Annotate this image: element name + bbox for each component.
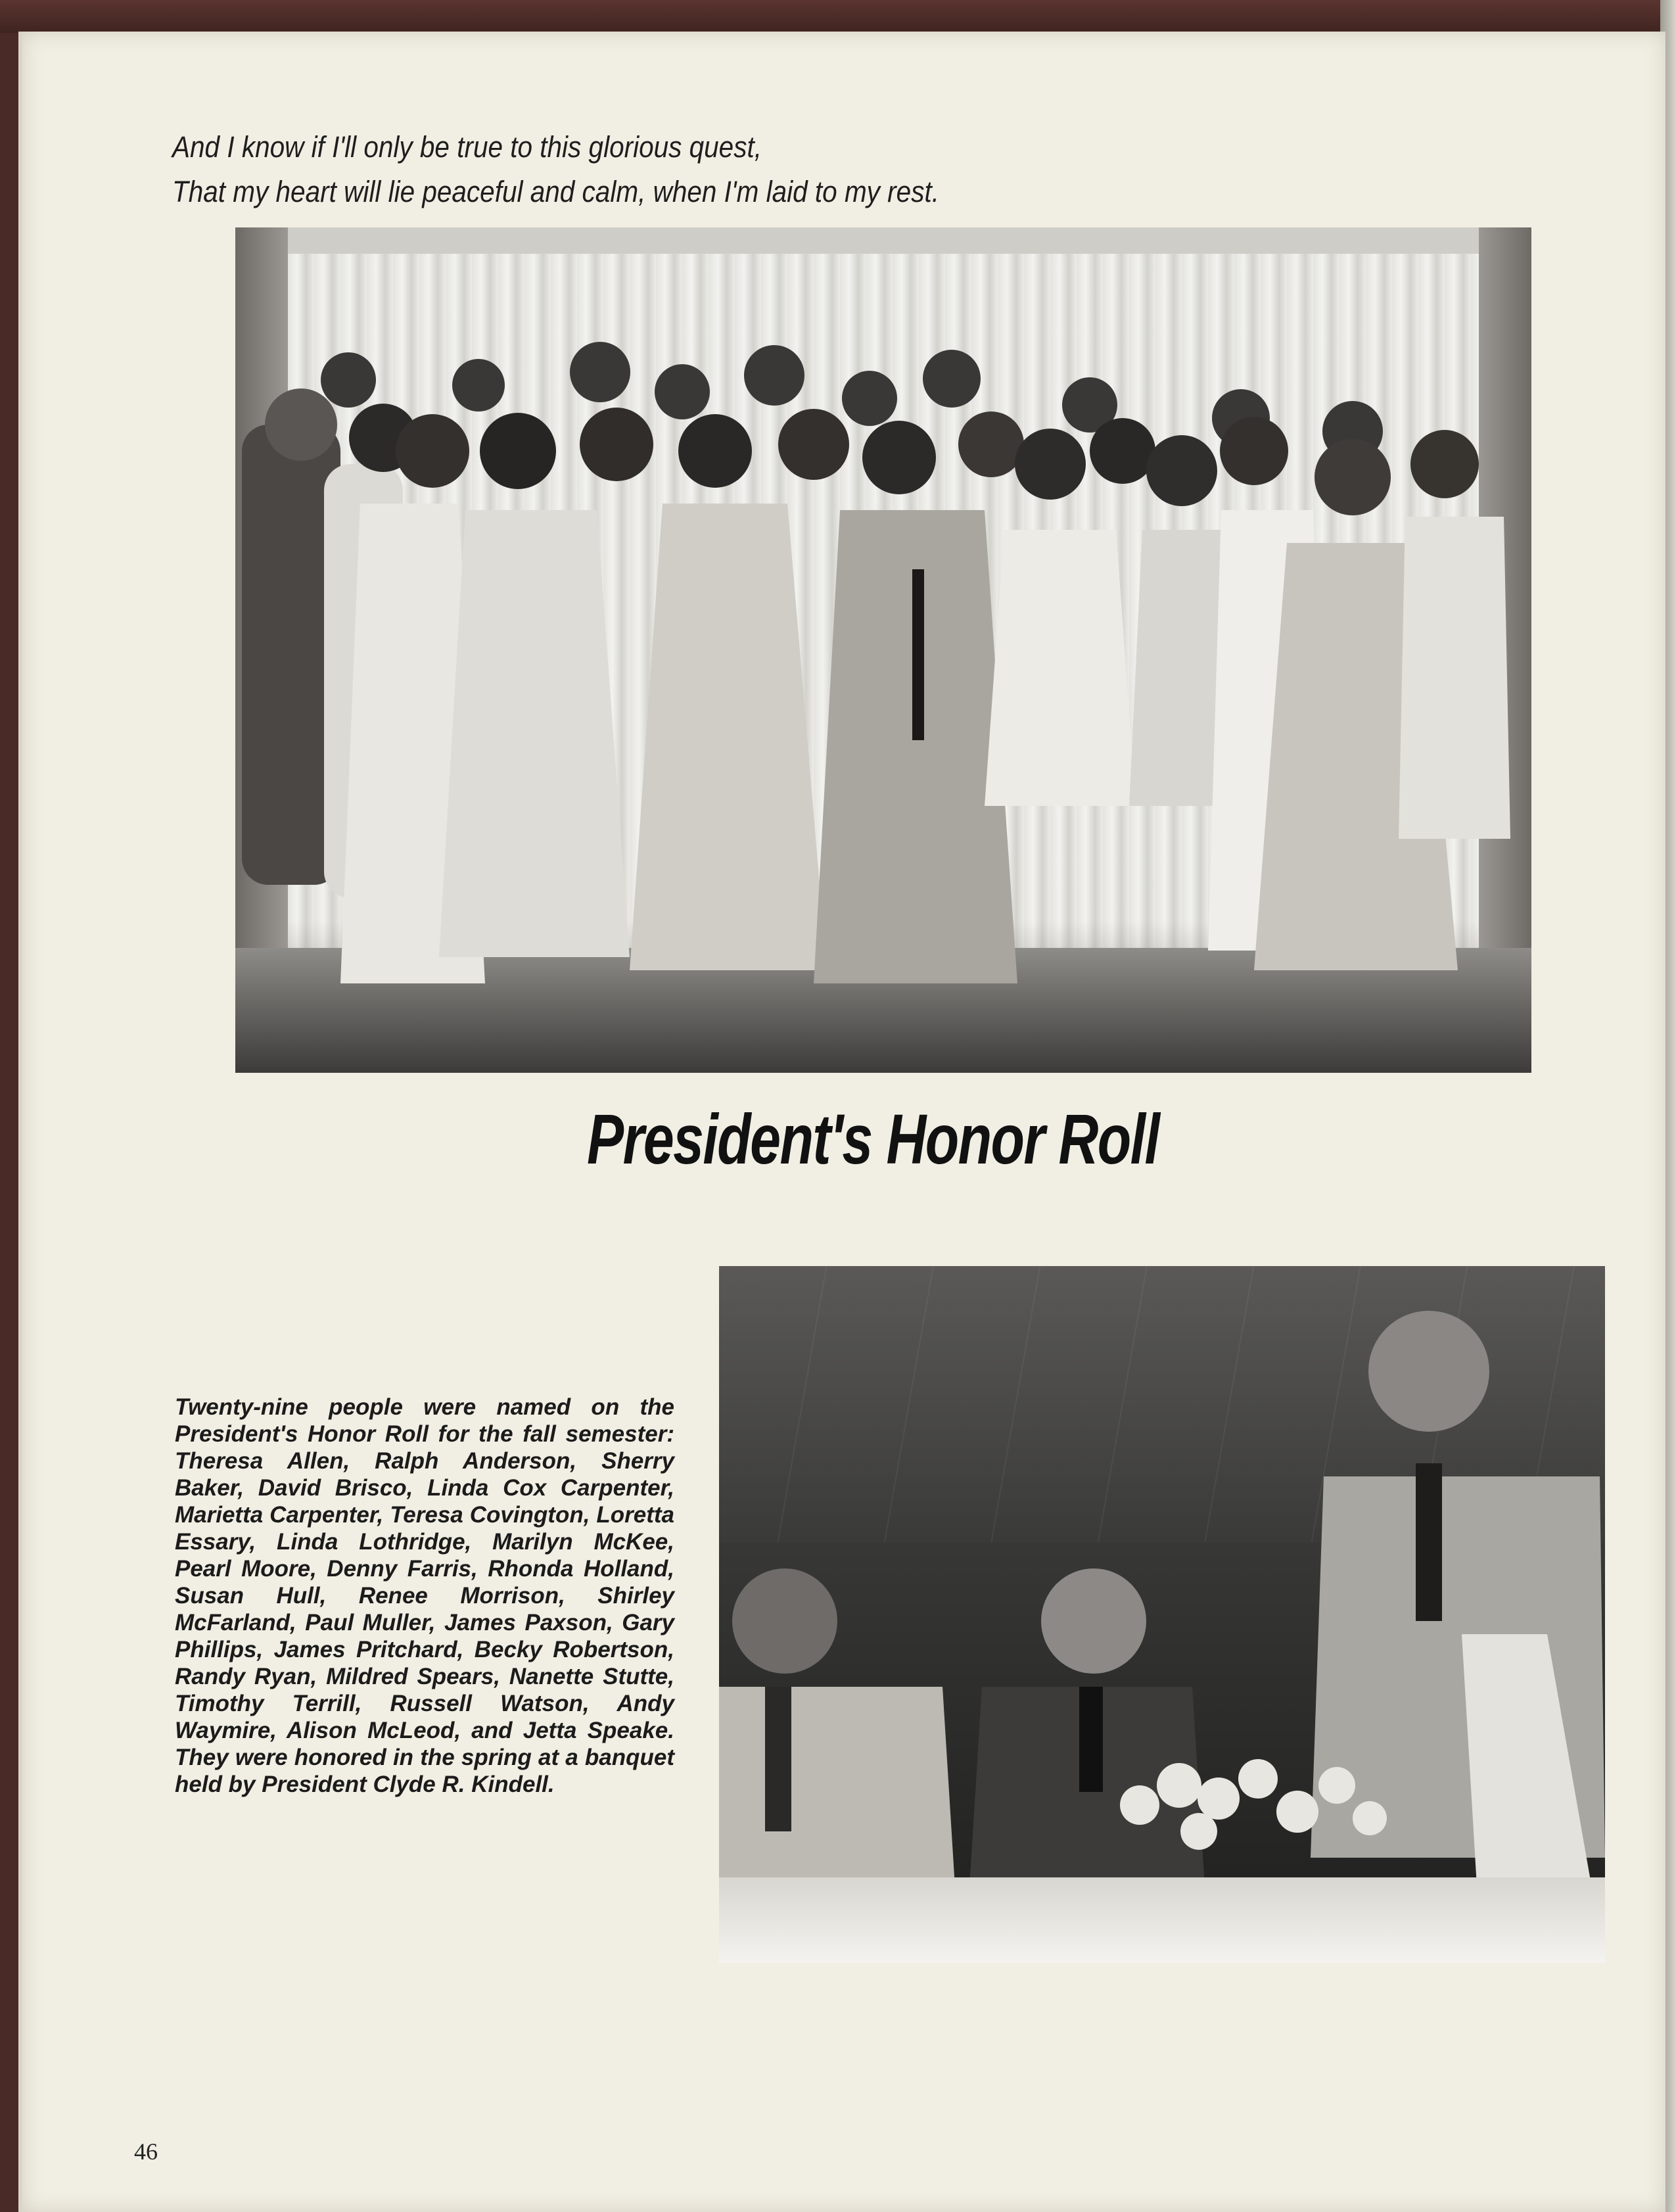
banquet-table [719,1877,1605,1963]
page-title: President's Honor Roll [587,1099,1159,1179]
page-number: 46 [134,2138,158,2165]
verse-line-1: And I know if I'll only be true to this glorious quest, [172,130,762,164]
group-figures [235,227,1531,1073]
group-photo [235,227,1531,1073]
banquet-photo [719,1266,1605,1963]
verse [172,125,939,214]
verse-line-2: That my heart will lie peaceful and calm, when I'm laid to my rest. [172,175,939,208]
banquet-figures [719,1266,1605,1963]
caption-text: Twenty-nine people were named on the President's Honor Roll for the fall semester: Theresa Allen, Ralph Anderson, Sherry Baker, David Brisco, Linda Cox Carpenter, Marietta Carpenter, Teresa Covington, Loretta Essary, Linda Lothridge, Marilyn McKee, Pearl Moore, Denny Farris, Rhonda Holland, Susan Hull, Renee Morrison, Shirley McFarland, Paul Muller, James Paxson, Gary Phillips, James Pritchard, Becky Robertson, Randy Ryan, Mildred Spears, Nanette Stutte, Timothy Terrill, Russell Watson, Andy Waymire, Alison McLeod, and Jetta Speake. They were honored in the spring at a banquet held by President Clyde R. Kindell. [175,1394,674,1797]
book-cover-edge [0,0,1676,33]
